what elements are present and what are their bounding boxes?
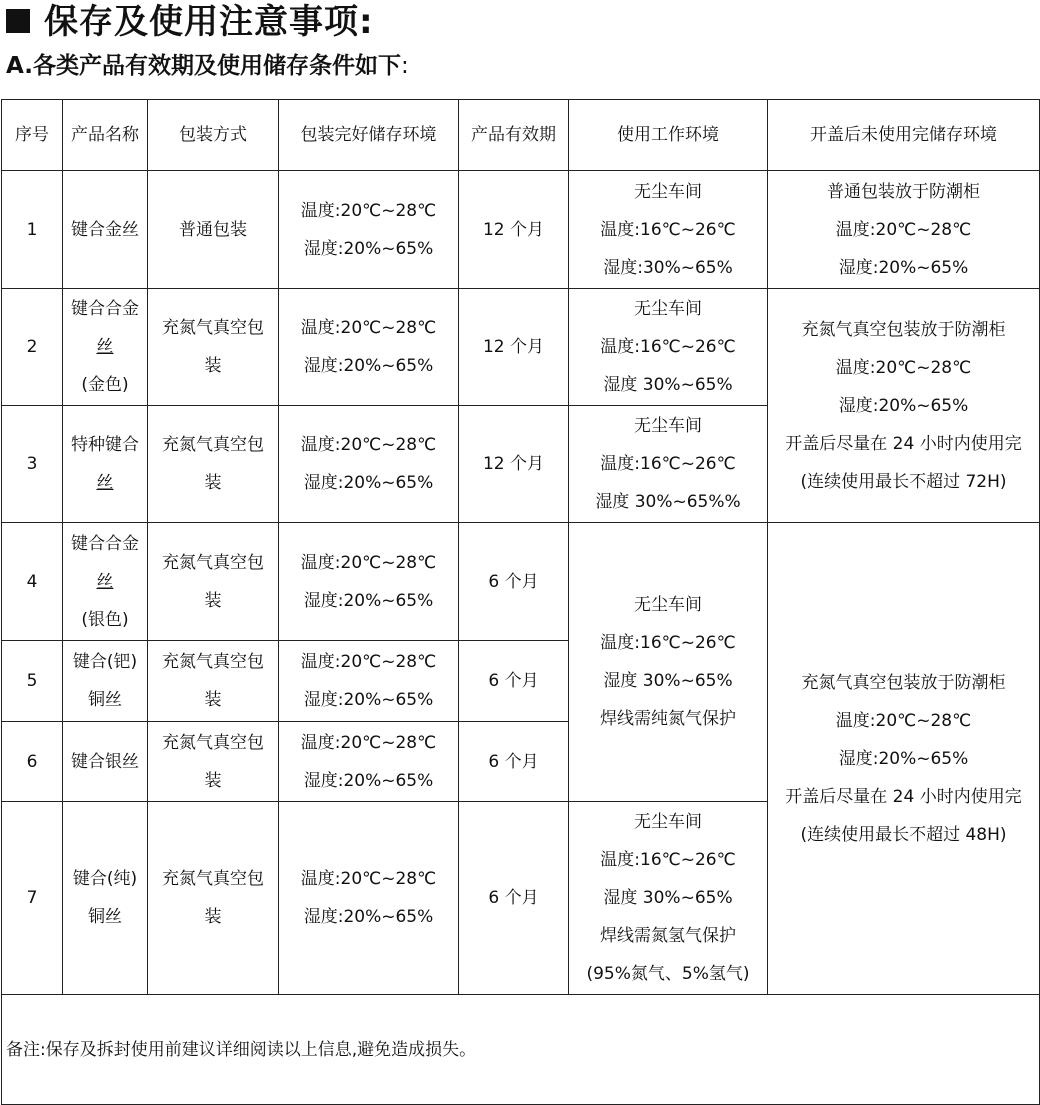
- note-text: 备注:保存及拆封使用前建议详细阅读以上信息,避免造成损失。: [2, 995, 1040, 1105]
- storage-env-cell: 温度:20℃~28℃ 湿度:20%~65%: [279, 289, 459, 406]
- storage-env-cell: 温度:20℃~28℃ 湿度:20%~65%: [279, 802, 459, 995]
- header-cell: 包装完好储存环境: [279, 100, 459, 171]
- work-env-cell: 无尘车间 温度:16℃~26℃ 湿度:30%~65%: [569, 171, 768, 289]
- header-cell: 序号: [2, 100, 63, 171]
- header-cell: 产品名称: [63, 100, 148, 171]
- black-square-bullet-icon: [6, 9, 30, 33]
- table-header-row: [2, 100, 1040, 171]
- packaging-cell: 充氮气真空包 装: [148, 406, 279, 523]
- row-number: 1: [2, 171, 63, 289]
- header-cell: 产品有效期: [459, 100, 569, 171]
- opened-storage-cell: 普通包装放于防潮柜 温度:20℃~28℃ 湿度:20%~65%: [768, 171, 1040, 289]
- product-name-cell: 键合银丝: [63, 722, 148, 802]
- work-env-cell: 无尘车间 温度:16℃~26℃ 湿度 30%~65%: [569, 289, 768, 406]
- row-number: 6: [2, 722, 63, 802]
- work-env-cell: 无尘车间 温度:16℃~26℃ 湿度 30%~65%%: [569, 406, 768, 523]
- packaging-cell: 充氮气真空包 装: [148, 722, 279, 802]
- storage-env-cell: 温度:20℃~28℃ 湿度:20%~65%: [279, 722, 459, 802]
- product-name-cell: 键合合金 丝 (银色): [63, 523, 148, 641]
- storage-conditions-table: [1, 99, 1040, 1105]
- packaging-cell: 普通包装: [148, 171, 279, 289]
- packaging-cell: 充氮气真空包 装: [148, 802, 279, 995]
- table-row: [2, 171, 1040, 289]
- packaging-cell: 充氮气真空包 装: [148, 523, 279, 641]
- storage-env-cell: 温度:20℃~28℃ 湿度:20%~65%: [279, 641, 459, 722]
- page-title: [6, 0, 374, 44]
- shelf-life-cell: 12 个月: [459, 406, 569, 523]
- opened-storage-cell: 充氮气真空包装放于防潮柜 温度:20℃~28℃ 湿度:20%~65% 开盖后尽量在 24 小时内使用完 (连续使用最长不超过 48H): [768, 523, 1040, 995]
- section-subtitle: [6, 48, 409, 84]
- row-number: 7: [2, 802, 63, 995]
- section-subtitle-colon: :: [400, 53, 409, 79]
- product-name-cell: 键合金丝: [63, 171, 148, 289]
- row-number: 2: [2, 289, 63, 406]
- storage-env-cell: 温度:20℃~28℃ 湿度:20%~65%: [279, 406, 459, 523]
- row-number: 4: [2, 523, 63, 641]
- table-note-row: [2, 995, 1040, 1105]
- product-name-cell: 键合合金 丝 (金色): [63, 289, 148, 406]
- shelf-life-cell: 12 个月: [459, 171, 569, 289]
- shelf-life-cell: 6 个月: [459, 722, 569, 802]
- shelf-life-cell: 6 个月: [459, 523, 569, 641]
- opened-storage-cell: 充氮气真空包装放于防潮柜 温度:20℃~28℃ 湿度:20%~65% 开盖后尽量在 24 小时内使用完 (连续使用最长不超过 72H): [768, 289, 1040, 523]
- product-name-cell: 特种键合 丝: [63, 406, 148, 523]
- shelf-life-cell: 6 个月: [459, 802, 569, 995]
- table-row: [2, 523, 1040, 641]
- page-title-text: 保存及使用注意事项:: [44, 2, 374, 42]
- header-cell: 开盖后未使用完储存环境: [768, 100, 1040, 171]
- section-subtitle-text: A.各类产品有效期及使用储存条件如下: [6, 53, 401, 79]
- work-env-cell: 无尘车间 温度:16℃~26℃ 湿度 30%~65% 焊线需氮氢气保护 (95%氮气、5%氢气): [569, 802, 768, 995]
- product-name-cell: 键合(纯) 铜丝: [63, 802, 148, 995]
- shelf-life-cell: 12 个月: [459, 289, 569, 406]
- shelf-life-cell: 6 个月: [459, 641, 569, 722]
- work-env-cell: 无尘车间 温度:16℃~26℃ 湿度 30%~65% 焊线需纯氮气保护: [569, 523, 768, 802]
- storage-env-cell: 温度:20℃~28℃ 湿度:20%~65%: [279, 523, 459, 641]
- header-cell: 包装方式: [148, 100, 279, 171]
- product-name-cell: 键合(钯) 铜丝: [63, 641, 148, 722]
- table-row: [2, 289, 1040, 406]
- packaging-cell: 充氮气真空包 装: [148, 289, 279, 406]
- row-number: 5: [2, 641, 63, 722]
- packaging-cell: 充氮气真空包 装: [148, 641, 279, 722]
- header-cell: 使用工作环境: [569, 100, 768, 171]
- row-number: 3: [2, 406, 63, 523]
- storage-env-cell: 温度:20℃~28℃ 湿度:20%~65%: [279, 171, 459, 289]
